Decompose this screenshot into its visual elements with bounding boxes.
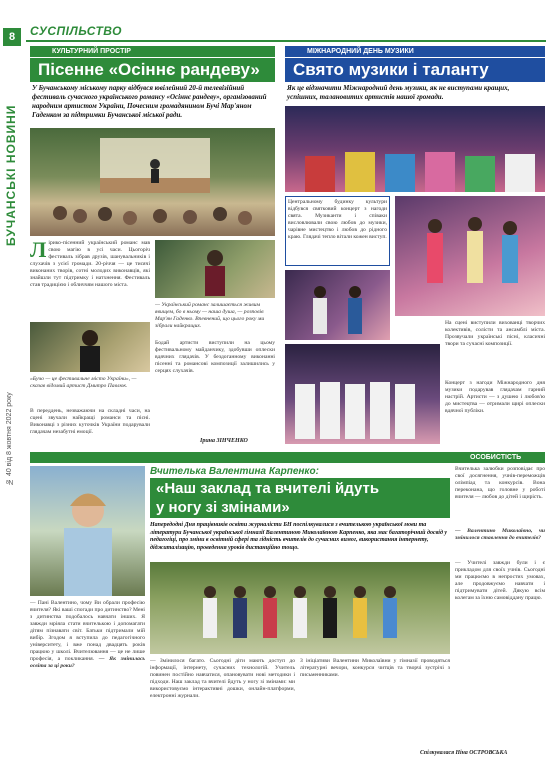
question-karpenko: — Валентино Миколаївно, чи змінилося ставлення до вчителів? — [455, 528, 545, 541]
text-column-music-1: На сцені виступили вихованці творчих колективів, солісти та ансамблі міста. Прозвучали українські пісні, класичні твори та сучасні композиції. — [445, 320, 545, 347]
category-bar-personality: ОСОБИСТІСТЬ — [30, 452, 545, 463]
article-title-music: Свято музики і таланту — [285, 58, 545, 82]
category-bar-culture: КУЛЬТУРНИЙ ПРОСТІР — [30, 46, 275, 57]
concert-stage-image — [285, 106, 545, 192]
artist-image — [30, 322, 150, 372]
text-column-rendezvous-1 — [30, 240, 150, 320]
author-signature-ostrovska: Спілкувалася Ніна ОСТРОВСЬКА — [420, 750, 508, 756]
drop-cap: Л — [30, 240, 47, 262]
photo-festival-stage — [30, 128, 275, 236]
teachers-group-image — [150, 562, 450, 654]
title-line-1: «Наш заклад та вчителі йдуть — [156, 480, 380, 497]
photo-teachers-group — [150, 562, 450, 654]
author-signature-zinchenko: Ірина ЗІНЧЕНКО — [200, 438, 248, 444]
page-number: 8 — [3, 28, 21, 46]
kicker-karpenko: Вчителька Валентина Карпенко: — [150, 466, 319, 477]
text-column-music-2: Концерт з нагоди Міжнародного дня музики подарував глядачам гарний настрій. Артисти — з душею і любов'ю до мистецтва — отримали щирі оплески вдячної публіки. — [445, 380, 545, 414]
text-column-karpenko-2: — Змінилося багато. Сьогодні діти мають доступ до інформації, інтернету, сучасних технологій. Учитель повинен постійно навчатися, опановувати нові методики і підходи. Наш заклад та вчителі йдуть у ногу зі змінами: ми використовуємо інтерактивні дошки, онлайн-платформи, електронні журнали. — [150, 658, 295, 699]
section-title: СУСПІЛЬСТВО — [30, 24, 122, 38]
singer-image — [155, 240, 275, 298]
question: — Як змінилась освіта за ці роки? — [30, 656, 145, 669]
text-box-concert: Центральному будинку культури відбувся святковий концерт з нагоди свята. Музиканти і співаки висловлювали свою любов до музики, чарівне мистецтво і любов до рідного краю. Глядачі тепло вітали кожен виступ. — [285, 196, 390, 266]
text-column-karpenko-4: Вчителька залюбки розповідає про свої досягнення, учнів-переможців олімпіад та конкурсів. Вона переконана, що головне у роботі вчителя — любов до дітей і щирість. — [455, 466, 545, 500]
caption-hadenko: — Український романс залишається живим явищем, бо в ньому — наша душа, — розповів Мар'ян Гаденко. Впевнений, що цього року ми зібрали найкращих. — [155, 302, 265, 329]
photo-concert-stage — [285, 106, 545, 192]
text-column-rendezvous-2: В переддень, незважаючи на складні часи, на сцені звучали найкращі романси та пісні. Виконавці з різних куточків України подарували глядачам незабутні емоції. — [30, 408, 150, 435]
article-lead-music: Як це відзначити Міжнародний день музики, як не виступами кращих, успішних, талановитих артистів нашої громади. — [287, 84, 510, 101]
photo-singer — [155, 240, 275, 298]
paragraph: — Пані Валентино, чому Ви обрали професію вчителя? Які ваші спогади про дитинство? Мені з дитинства подобалось навчати інших. Я завжди мріяла стати вчителькою і допомагати дітям пізнавати світ. Батьки підтримали мій вибір. Згодом я вступила до педагогічного університету, і вже понад двадцять років працюю у школі. Вчителювання — це не лише професія, а покликання. — [30, 600, 145, 662]
ensemble-image — [285, 344, 440, 444]
photo-karpenko-portrait — [30, 466, 145, 596]
article-lead-rendezvous: У Бучанському міському парку відбувся ювілейний 20-й телевізійний фестиваль сучасного українського романсу «Осіннє рандеву», організований народним артистом України, Почесним громадянином Бучі Мар'яном Гаденком за підтримки Бучанської міської ради. — [32, 84, 267, 119]
article-title-rendezvous: Пісенне «Осіннє рандеву» — [30, 58, 275, 82]
title-line-2: у ногу зі змінами» — [156, 499, 290, 516]
text-column-karpenko-3: З ініціативи Валентини Миколаївни у гімназії проводяться літературні вечори, конкурси читців та творчі зустрічі з письменниками. — [300, 658, 450, 678]
photo-ensemble — [285, 344, 440, 444]
article-lead-karpenko: Напередодні Дня працівників освіти журналісти БН поспілкувалися з вчителькою української мови та літератури Бучанської української гімназії Валентиною Миколаївною Карпенко, яка має багаторічний досвід у педагогіці, про зміни в освітній сфері та гідність вчителів до сучасних вимог, використання інтернету, діджиталізацію, проведення уроків дистанційно тощо. — [150, 522, 448, 551]
singer-duo-image — [285, 270, 390, 340]
text-column-karpenko-1 — [30, 600, 145, 760]
festival-stage-image — [30, 128, 275, 236]
title-box-karpenko — [150, 478, 450, 518]
text-column-karpenko-5: — Учителі завжди були і є прикладом для своїх учнів. Сьогодні ми працюємо в непростих умовах, але продовжуємо навчати і підтримувати дітей. Дякую всім колегам за їхню самовіддану працю. — [455, 560, 545, 601]
page-header — [26, 22, 546, 42]
issue-info: № 40 від 8 жовтня 2022 року — [6, 392, 13, 485]
photo-dancers — [395, 196, 545, 316]
category-bar-music-day: МІЖНАРОДНИЙ ДЕНЬ МУЗИКИ — [285, 46, 545, 57]
photo-artist-pavliuk — [30, 322, 150, 372]
photo-singer-duo — [285, 270, 390, 340]
paragraph: ірико-пісенний український романс мав свою магію в усі часи. Цьогоріч фестиваль зібрав друзів, шанувальників і слухачів з усієї громади. 20-річчя — це тисячі виконаних творів, сотні молодих виконавців, які знайшли тут підтримку і натхнення. Фестиваль став традицією і обличчям нашого міста. — [30, 240, 150, 288]
text-column-rendezvous-3: Бодай артисти виступили на цьому фестивальному майданчику, здобувши оплески вдячних глядачів. У бездоганному виконанні пісенні та романсові композиції залишились у серцях слухачів. — [155, 340, 275, 374]
paper-name: БУЧАНСЬКІ НОВИНИ — [4, 104, 18, 246]
portrait-image — [30, 466, 145, 596]
side-strip — [0, 0, 26, 768]
dancers-image — [395, 196, 545, 316]
caption-pavliuk: «Бучо — це фестивальне місто України», — сказав відомий артист Дмитро Павлюк. — [30, 376, 137, 389]
